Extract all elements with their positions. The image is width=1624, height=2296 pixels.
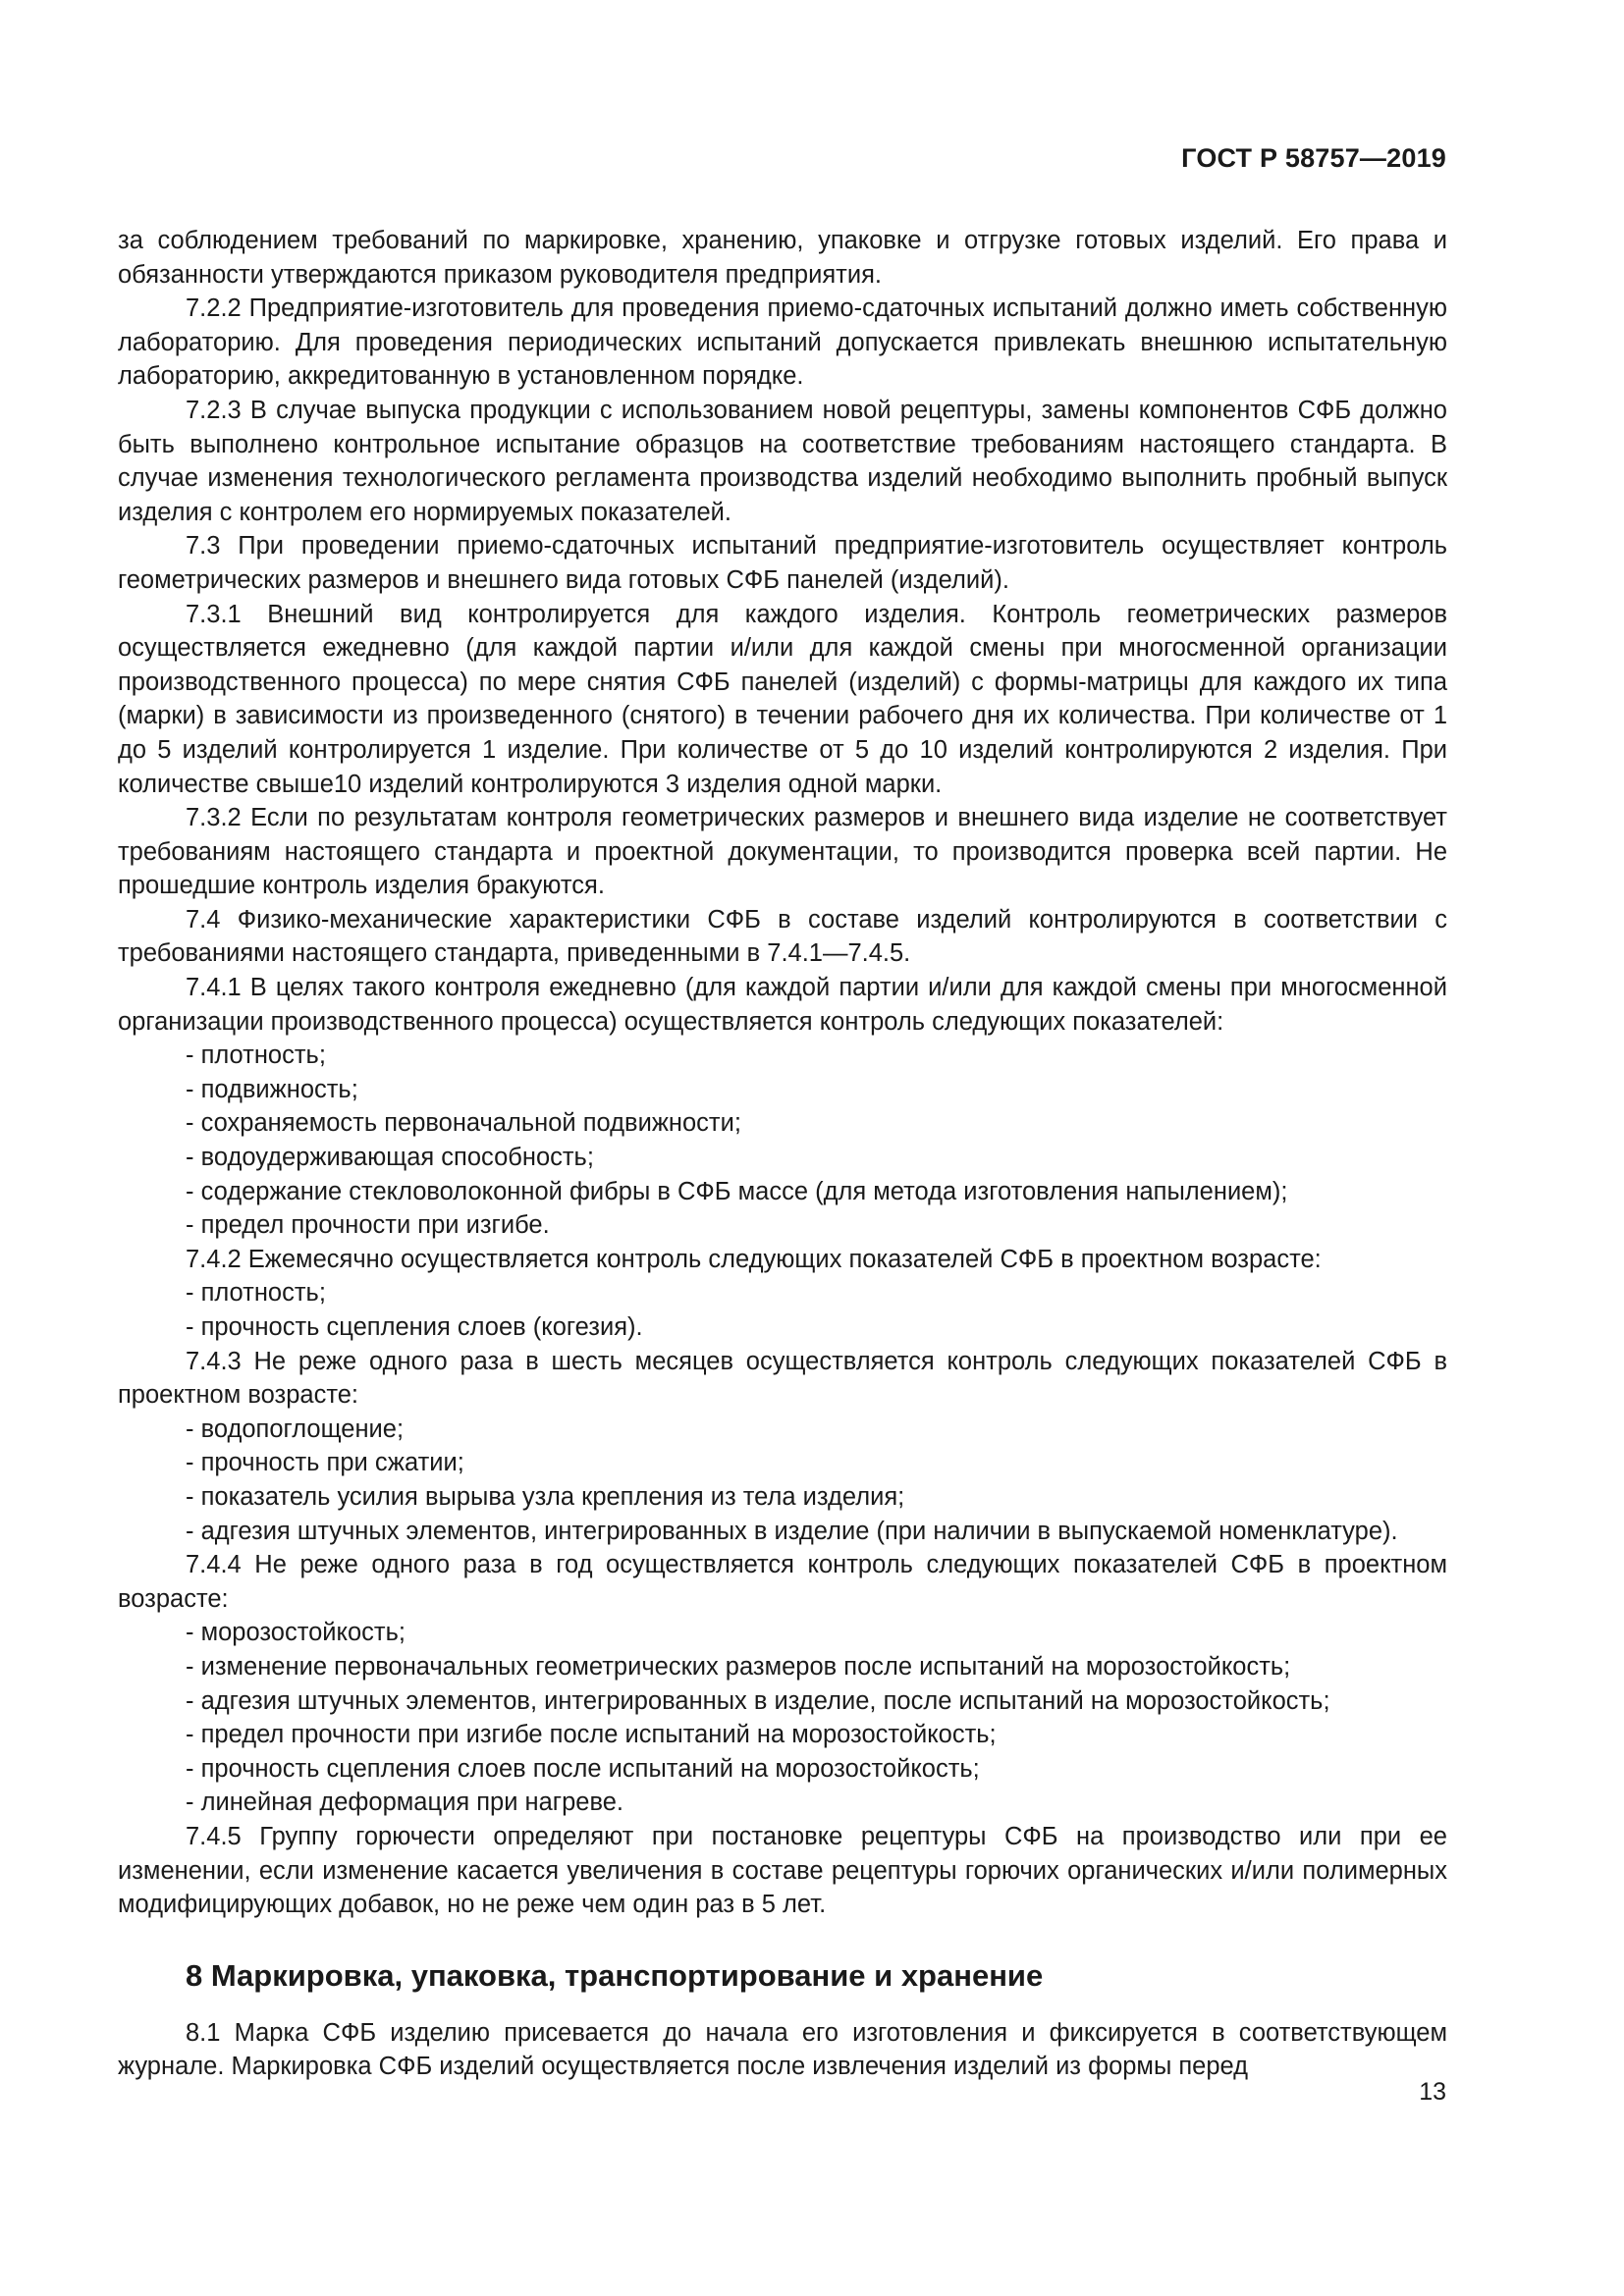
- paragraph-7-4-1: 7.4.1 В целях такого контроля ежедневно (для каждой партии и/или для каждой смены при многосменной организации производственного процесса) осуществляется контроль следующих показателей:: [118, 974, 1447, 1036]
- paragraph-8-1: 8.1 Марка СФБ изделию присевается до начала его изготовления и фиксируется в соответствующем журнале. Маркировка СФБ изделий осуществляется после извлечения изделий из формы перед: [118, 2018, 1447, 2081]
- list-item: - адгезия штучных элементов, интегрированных в изделие, после испытаний на морозостойкость;: [186, 1686, 1330, 1715]
- list-item: - водоудерживающая способность;: [186, 1144, 594, 1172]
- paragraph-7-3: 7.3 При проведении приемо-сдаточных испытаний предприятие-изготовитель осуществляет контроль геометрических размеров и внешнего вида готовых СФБ панелей (изделий).: [118, 532, 1447, 594]
- paragraph-7-2-3: 7.2.3 В случае выпуска продукции с использованием новой рецептуры, замены компонентов СФБ должно быть выполнено контрольное испытание образцов на соответствие требованиям настоящего стандарта. В случае изменения технологического регламента производства изделий необходимо выполнить пробный выпуск изделия с контролем его нормируемых показателей.: [118, 396, 1447, 526]
- document-body: [118, 224, 1447, 2084]
- list-item: - морозостойкость;: [186, 1619, 406, 1647]
- paragraph-7-3-2: 7.3.2 Если по результатам контроля геометрических размеров и внешнего вида изделие не соответствует требованиям настоящего стандарта и проектной документации, то производится проверка всей партии. Не прошедшие контроль изделия бракуются.: [118, 804, 1447, 900]
- section-8-heading: 8 Маркировка, упаковка, транспортирование и хранение: [186, 1957, 1044, 1993]
- paragraph-7-3-1: 7.3.1 Внешний вид контролируется для каждого изделия. Контроль геометрических размеров осуществляется ежедневно (для каждой партии и/или для каждой смены при многосменной организации производственного процесса) по мере снятия СФБ панелей (изделий) с формы-матрицы для каждого их типа (марки) в зависимости из произведенного (снятого) в течении рабочего дня их количества. При количестве от 1 до 5 изделий контролируется 1 изделие. При количестве от 5 до 10 изделий контролируются 2 изделия. При количестве свыше10 изделий контролируются 3 изделия одной марки.: [118, 600, 1447, 798]
- list-item: - плотность;: [186, 1041, 326, 1070]
- paragraph-7-4-4: 7.4.4 Не реже одного раза в год осуществляется контроль следующих показателей СФБ в проектном возрасте:: [118, 1551, 1447, 1613]
- paragraph-7-4-5: 7.4.5 Группу горючести определяют при постановке рецептуры СФБ на производство или при ее изменении, если изменение касается увеличения в составе рецептуры горючих органических и/или полимерных модифицирующих добавок, но не реже чем один раз в 5 лет.: [118, 1822, 1447, 1919]
- list-item: - сохраняемость первоначальной подвижности;: [186, 1109, 741, 1138]
- page-number: 13: [1419, 2078, 1446, 2106]
- document-code-header: ГОСТ Р 58757—2019: [1181, 143, 1446, 173]
- list-item: - содержание стекловолоконной фибры в СФБ массе (для метода изготовления напылением);: [186, 1177, 1288, 1205]
- list-item: - водопоглощение;: [186, 1415, 405, 1443]
- list-item: - прочность сцепления слоев после испытаний на морозостойкость;: [186, 1754, 980, 1783]
- list-item: - предел прочности при изгибе.: [186, 1211, 550, 1240]
- paragraph-continuation: за соблюдением требований по маркировке, хранению, упаковке и отгрузке готовых изделий. Его права и обязанности утверждаются приказом руководителя предприятия.: [118, 227, 1447, 289]
- paragraph-7-4-2: 7.4.2 Ежемесячно осуществляется контроль следующих показателей СФБ в проектном возрасте:: [186, 1245, 1322, 1273]
- paragraph-7-4-3: 7.4.3 Не реже одного раза в шесть месяцев осуществляется контроль следующих показателей СФБ в проектном возрасте:: [118, 1347, 1447, 1410]
- list-item: - показатель усилия вырыва узла крепления из тела изделия;: [186, 1482, 905, 1511]
- list-item: - предел прочности при изгибе после испытаний на морозостойкость;: [186, 1721, 997, 1749]
- paragraph-7-4: 7.4 Физико-механические характеристики СФБ в составе изделий контролируются в соответствии с требованиями настоящего стандарта, приведенными в 7.4.1—7.4.5.: [118, 905, 1447, 968]
- paragraph-7-2-2: 7.2.2 Предприятие-изготовитель для проведения приемо-сдаточных испытаний должно иметь собственную лабораторию. Для проведения периодических испытаний допускается привлекать внешнюю испытательную лабораторию, аккредитованную в установленном порядке.: [118, 294, 1447, 391]
- list-item-wrapped: - адгезия штучных элементов, интегрированных в изделие (при наличии в выпускаемой номенклатуре).: [186, 1517, 1398, 1545]
- list-item: - прочность при сжатии;: [186, 1449, 464, 1477]
- list-item: - изменение первоначальных геометрических размеров после испытаний на морозостойкость;: [186, 1652, 1291, 1681]
- list-item: - прочность сцепления слоев (когезия).: [186, 1313, 643, 1341]
- list-item: - подвижность;: [186, 1075, 358, 1103]
- list-item: - плотность;: [186, 1279, 326, 1308]
- list-item: - линейная деформация при нагреве.: [186, 1789, 624, 1817]
